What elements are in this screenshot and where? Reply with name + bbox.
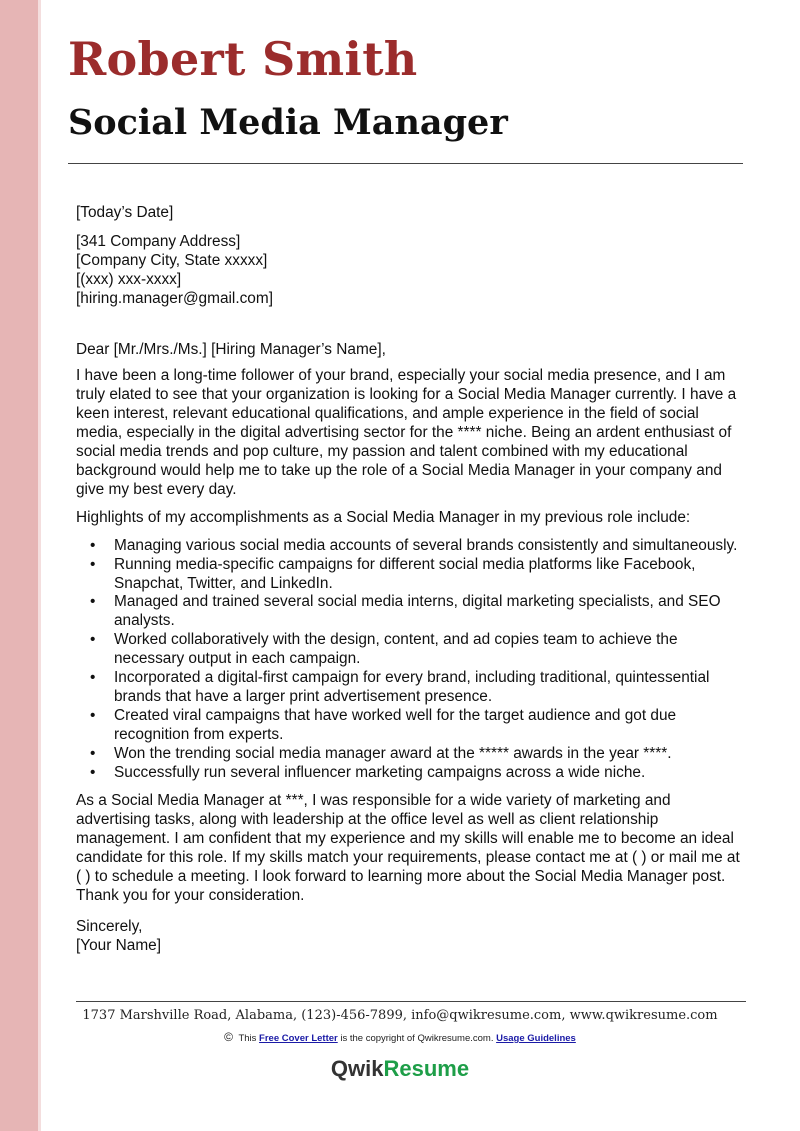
list-item-text: Won the trending social media manager award at the ***** awards in the year ****. <box>114 744 672 762</box>
highlights-intro: Highlights of my accomplishments as a Social Media Manager in my previous role include: <box>76 508 691 526</box>
bullet-icon: • <box>90 536 96 554</box>
address-line: [hiring.manager@gmail.com] <box>76 289 273 307</box>
list-item-text: Managing various social media accounts of several brands consistently and simultaneously. <box>114 536 738 554</box>
address-line: [Company City, State xxxxx] <box>76 251 268 269</box>
list-item <box>90 555 746 594</box>
letter-date: [Today’s Date] <box>76 204 174 221</box>
decorative-sidebar-edge <box>38 0 41 1131</box>
header-divider <box>68 163 743 164</box>
free-cover-letter-link[interactable]: Free Cover Letter <box>259 1033 338 1044</box>
closing-paragraph: As a Social Media Manager at ***, I was responsible for a wide variety of marketing and advertising tasks, along with leadership at the office level as well as client relationship management. I am confident that my experience and my skills will enable me to become an ideal candidate for this role. If my skills match your requirements, please contact me at ( ) or mail me at ( ) to schedule a meeting. I look forward to learning more about the Social Media Manager post. Thank you for your consideration. <box>76 792 740 904</box>
list-item-text: Worked collaboratively with the design, content, and ad copies team to achieve the necessary output in each campaign. <box>114 631 678 668</box>
signature: [Your Name] <box>76 936 161 954</box>
list-item-text: Created viral campaigns that have worked well for the target audience and got due recognition from experts. <box>114 706 677 743</box>
decorative-sidebar-bar <box>0 0 38 1131</box>
bullet-icon: • <box>90 593 96 611</box>
address-line: [(xxx) xxx-xxxx] <box>76 270 182 288</box>
signoff: Sincerely, <box>76 917 143 935</box>
address-line: [341 Company Address] <box>76 232 241 250</box>
usage-guidelines-link[interactable]: Usage Guidelines <box>496 1033 576 1044</box>
list-item <box>90 536 746 556</box>
list-item <box>90 669 746 707</box>
bullet-icon: • <box>90 631 96 649</box>
copyright-prefix: This <box>238 1033 257 1044</box>
list-item-text: Successfully run several influencer marketing campaigns across a wide niche. <box>114 763 646 781</box>
list-item-text: Managed and trained several social media interns, digital marketing specialists, and SEO analysts. <box>114 593 721 630</box>
applicant-name: Robert Smith <box>68 32 418 86</box>
footer-contact-line: 1737 Marshville Road, Alabama, (123)-456-7899, info@qwikresume.com, www.qwikresume.com <box>82 1008 718 1023</box>
qwikresume-logo <box>0 1056 800 1082</box>
copyright-icon: © <box>224 1030 233 1044</box>
bullet-icon: • <box>90 706 96 724</box>
list-item <box>90 593 746 631</box>
highlights-list <box>76 537 746 783</box>
bullet-icon: • <box>90 555 96 573</box>
intro-paragraph: I have been a long-time follower of your brand, especially your social media presence, and I am truly elated to see that your organization is looking for a Social Media Manager currently. I have a keen interest, relevant educational qualifications, and ample experience in the field of social media, especially in the digital advertising sector for the **** niche. Being an ardent enthusiast of social media trends and pop culture, my passion and talent combined with my educational background would help me to take up the role of a Social Media Manager in your company and give my best every day. <box>76 367 737 498</box>
bullet-icon: • <box>90 744 96 762</box>
footer-divider <box>76 1001 746 1002</box>
job-title: Social Media Manager <box>68 102 508 143</box>
list-item-text: Incorporated a digital-first campaign for every brand, including traditional, quintessential brands that have a larger print advertisement presence. <box>114 669 710 705</box>
list-item <box>90 706 746 745</box>
salutation: Dear [Mr./Mrs./Ms.] [Hiring Manager’s Name], <box>76 340 386 358</box>
bullet-icon: • <box>90 763 96 781</box>
recipient-address <box>76 233 746 309</box>
copyright-text: is the copyright of Qwikresume.com. <box>340 1033 494 1044</box>
logo-text-qwik: Qwik <box>330 1056 384 1081</box>
letter-body <box>76 204 746 956</box>
list-item <box>90 744 746 764</box>
bullet-icon: • <box>90 669 96 687</box>
list-item <box>90 631 746 669</box>
logo-text-resume: Resume <box>383 1056 470 1081</box>
list-item-text: Running media-specific campaigns for different social media platforms like Facebook, Snapchat, Twitter, and LinkedIn. <box>114 555 696 592</box>
list-item <box>90 763 746 783</box>
copyright-notice <box>0 1030 800 1044</box>
